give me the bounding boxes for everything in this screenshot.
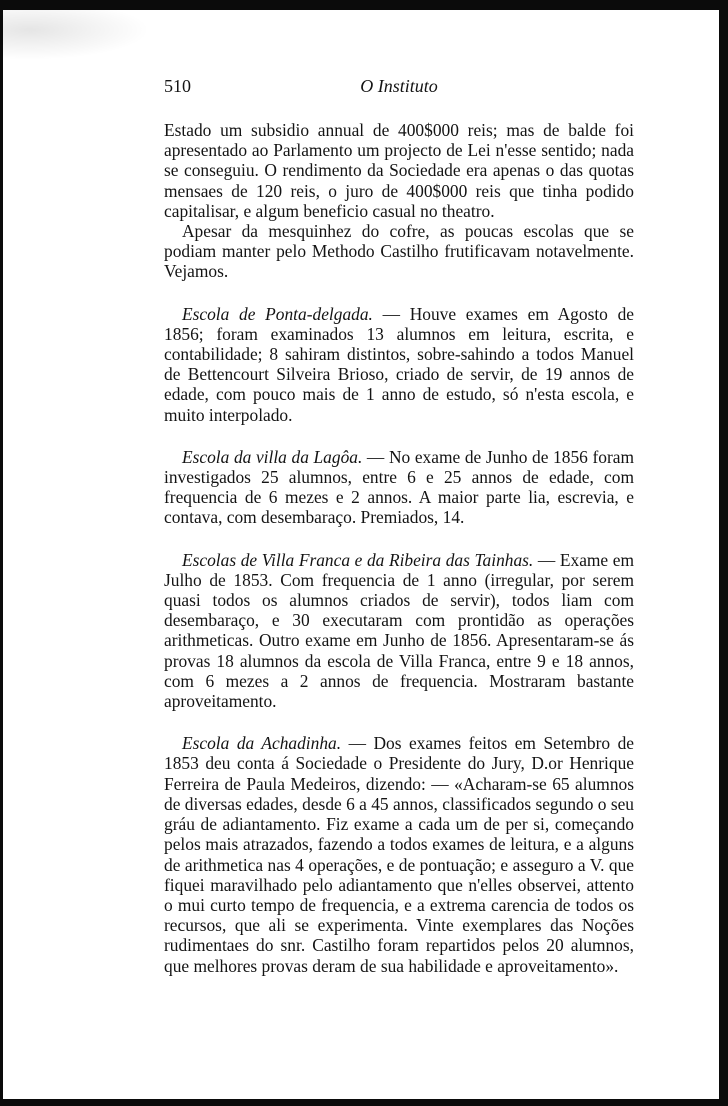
paragraph-text: — Dos exames feitos em Setembro de 1853 deu conta á Sociedade o Presidente do Jury, D.or Henrique Ferreira de Paula Medeiros, dizendo: — «Acharam-se 65 alumnos de diversas edades, desde 6 a 45 annos, classificados segundo o seu gráu de adiantamento. Fiz exame a cada um de per si, começando pelos mais atrazados, fazendo a todos exames de leitura, e a alguns de arithmetica nas 4 operações, e de pontuação; e asseguro a V. que fiquei maravilhado pelo adiantamento que n'elles observei, attento o mui curto tempo de frequencia, e a extrema carencia de todos os recursos, que ali se experimenta. Vinte exemplares das Noções rudimentaes do snr. Castilho foram repartidos pelos 20 alumnos, que melhores provas deram de sua habilidade e aproveitamento». bbox=[164, 733, 634, 976]
page-number: 510 bbox=[164, 76, 191, 96]
scan-border-top bbox=[0, 0, 728, 10]
paragraph-escola-ponta-delgada bbox=[164, 304, 634, 425]
paragraph bbox=[164, 221, 634, 282]
paragraph-text: — Exame em Julho de 1853. Com frequencia de 1 anno (irregular, por serem quasi todos os alumnos criados de servir), todos liam com desembaraço, e 30 executaram com prontidão as operações arithmeticas. Outro exame em Junho de 1856. Apresentaram-se ás provas 18 alumnos da escola de Villa Franca, entre 9 e 18 annos, com 6 mezes a 2 annos de frequencia. Mostraram bastante aproveitamento. bbox=[164, 549, 635, 712]
paragraph-text: — Houve exames em Agosto de 1856; foram examinados 13 alumnos em leitura, escrita, e contabilidade; 8 sahiram distintos, sobre-sahindo a todos Manuel de Bettencourt Silveira Brioso, criado de servir, de 19 annos de edade, com pouco mais de 1 anno de estudo, só n'esta escola, e muito interpolado. bbox=[164, 303, 634, 425]
scan-border-left bbox=[0, 0, 3, 1106]
scan-smudge bbox=[0, 10, 150, 60]
scan-border-bottom bbox=[0, 1099, 728, 1106]
section-title: Escolas de Villa Franca e da Ribeira das Tainhas. bbox=[182, 549, 534, 570]
book-page bbox=[164, 72, 634, 976]
paragraph-escola-lagoa bbox=[164, 447, 634, 528]
paragraph-text: Apesar da mesquinhez do cofre, as poucas escolas que se podiam manter pelo Methodo Castilho frutificavam notavelmente. Vejamos. bbox=[164, 221, 634, 282]
paragraph-text: — No exame de Junho de 1856 foram investigados 25 alumnos, entre 6 e 25 annos de edade, com frequencia de 6 mezes e 2 annos. A maior parte lia, escrevia, e contava, com desembaraço. Premiados, 14. bbox=[164, 446, 634, 528]
paragraph-escola-achadinha bbox=[164, 733, 634, 975]
paragraph bbox=[164, 120, 634, 221]
paragraph-text: Estado um subsidio annual de 400$000 reis; mas de balde foi apresentado ao Parlamento um projecto de Lei n'esse sentido; nada se conseguiu. O rendimento da Sociedade era apenas o das quotas mensaes de 120 reis, o juro de 400$000 reis que tinha podido capitalisar, e algum beneficio casual no theatro. bbox=[164, 120, 634, 221]
body-text bbox=[164, 120, 634, 976]
section-title: Escola da villa da Lagôa. bbox=[182, 446, 363, 467]
running-title: O Instituto bbox=[360, 76, 438, 96]
section-title: Escola da Achadinha. bbox=[182, 733, 342, 754]
page-header bbox=[164, 72, 634, 102]
section-title: Escola de Ponta-delgada. bbox=[182, 303, 373, 324]
scan-border-right bbox=[719, 0, 728, 1106]
paragraph-escolas-villa-franca bbox=[164, 550, 634, 712]
